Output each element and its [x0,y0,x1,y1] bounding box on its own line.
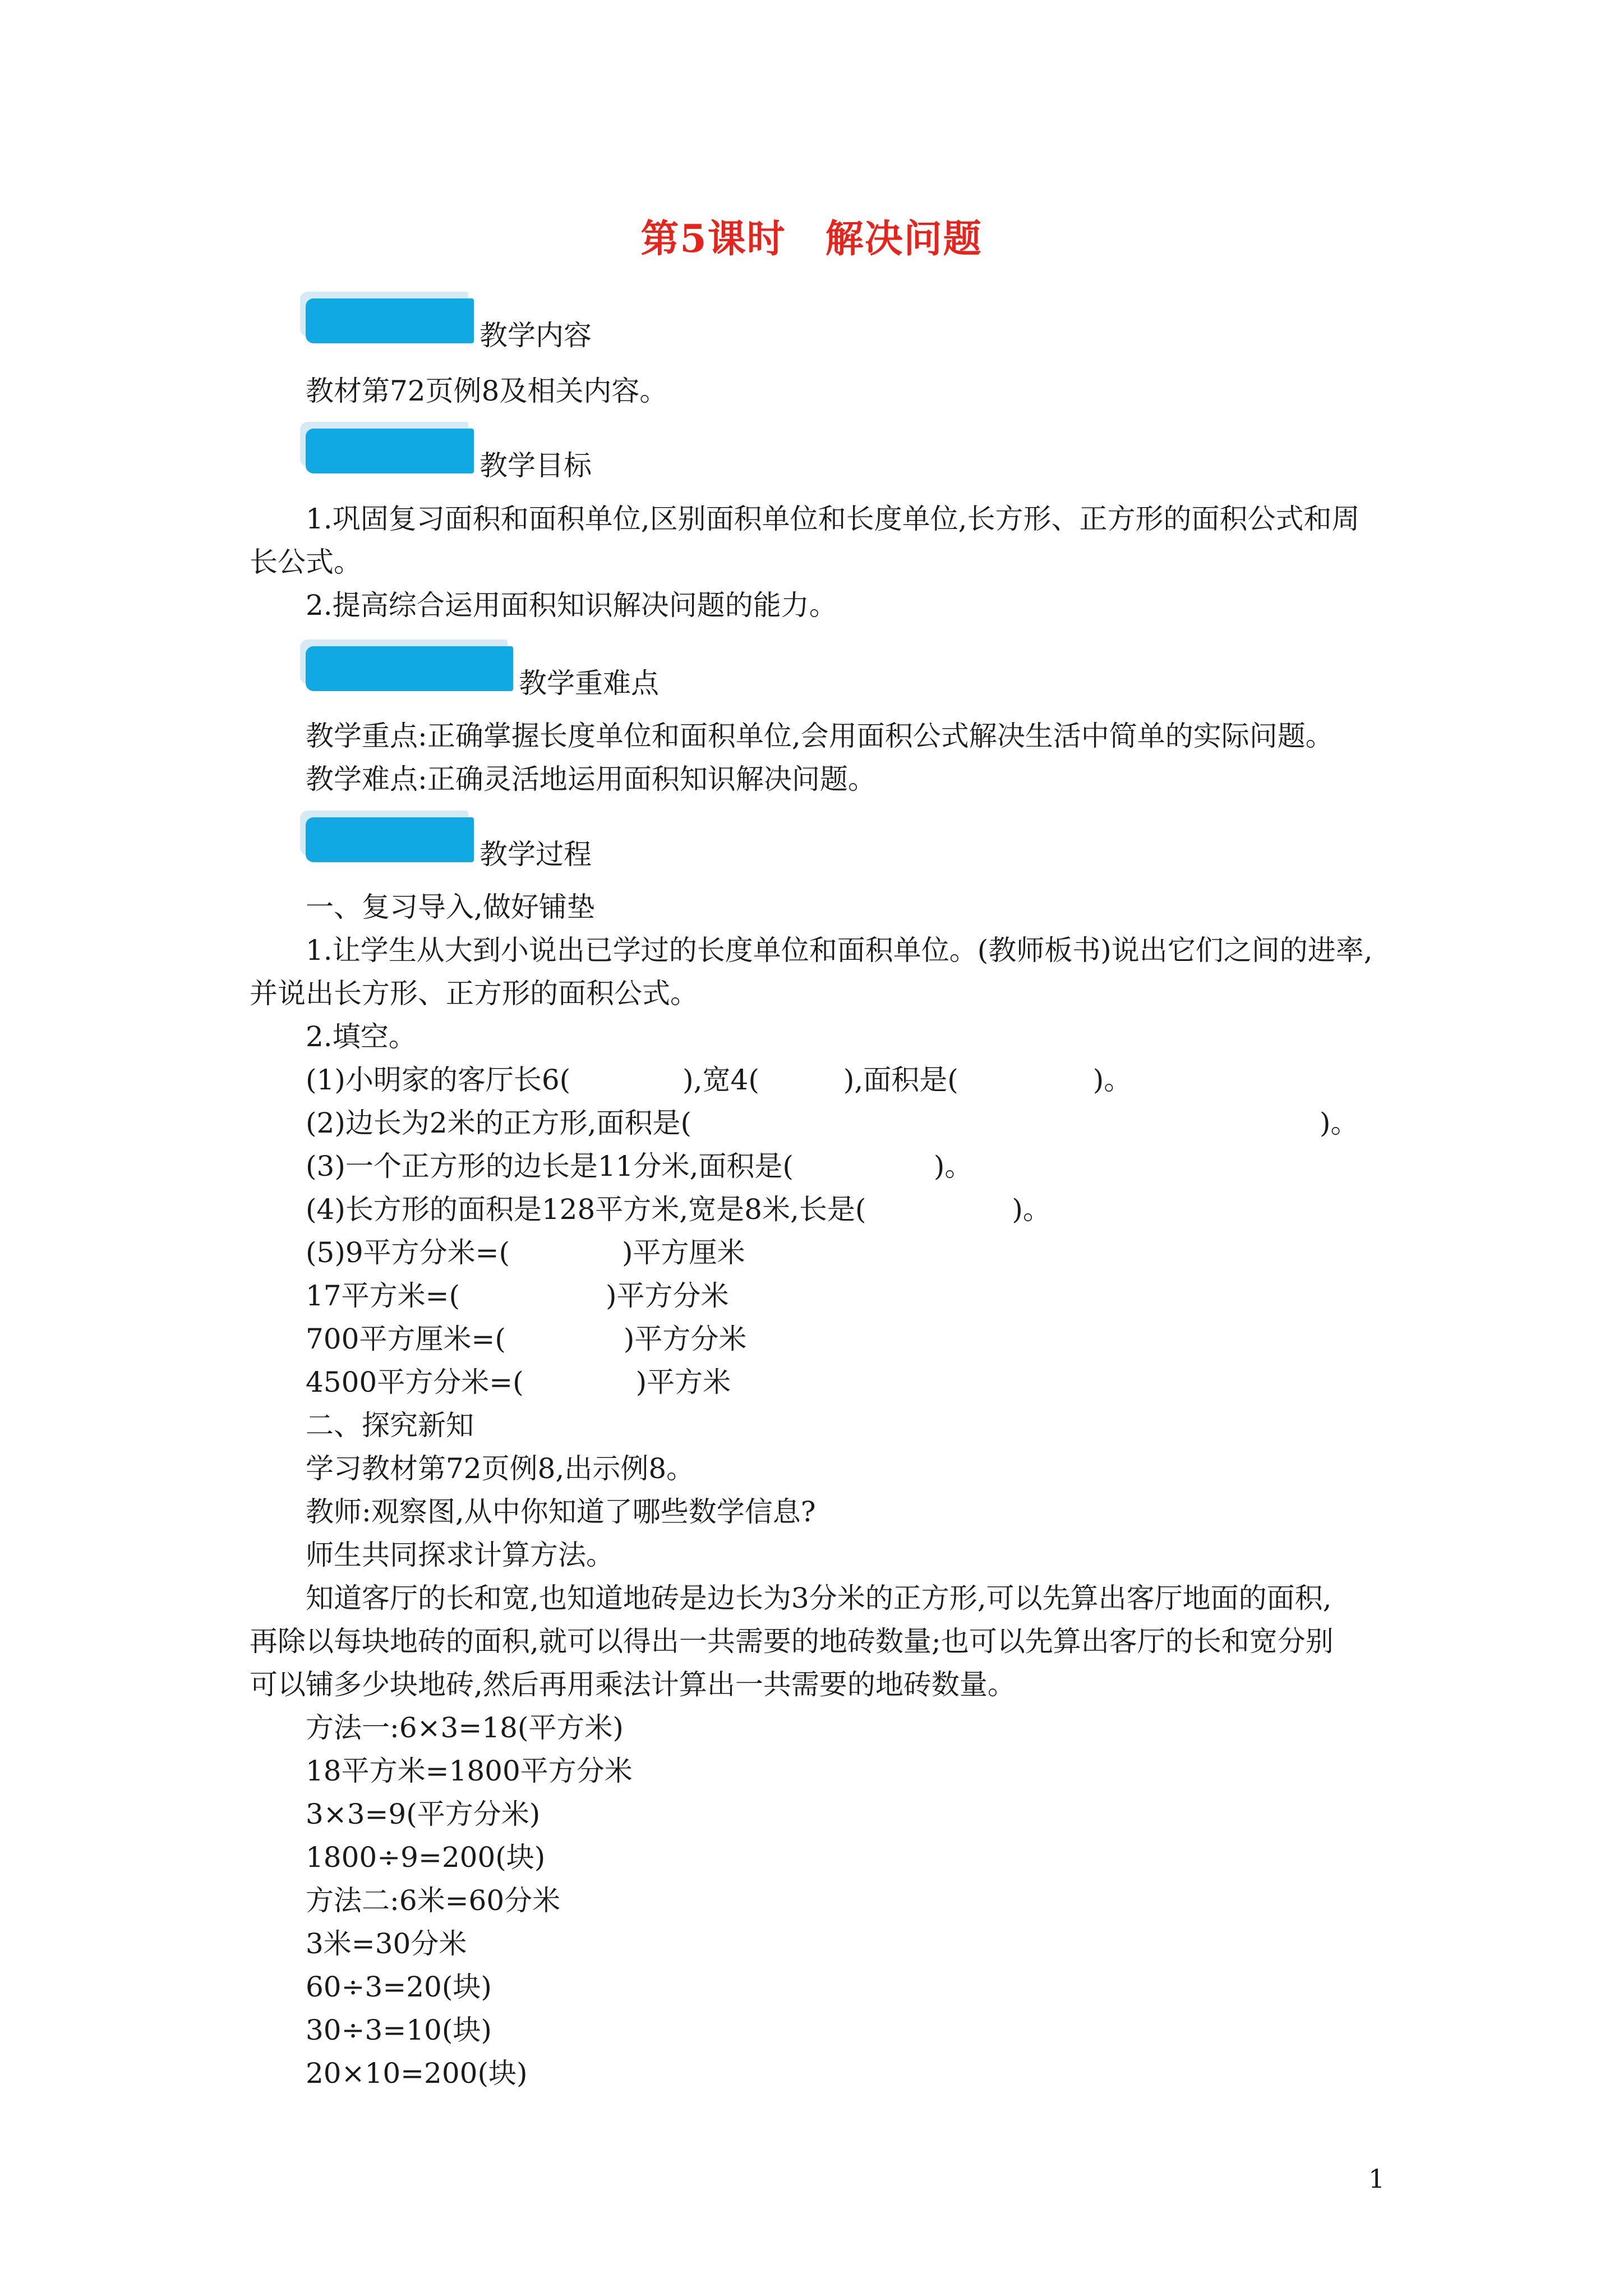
fill-blank-1 [306,1066,1132,1094]
blank-text: )。 [1092,1064,1132,1096]
page-number: 1 [1368,2164,1385,2194]
page-title [0,209,1623,263]
part1-heading: 一、复习导入,做好铺垫 [306,891,595,923]
method-line: 60÷3=20(块) [306,1971,492,2003]
blank-text: (4)长方形的面积是128平方米,宽是8米,长是( [306,1193,866,1226]
blank-text: (5)9平方分米=( [306,1236,510,1269]
blank-text: )。 [1320,1107,1359,1139]
blank-text: (1)小明家的客厅长6( [306,1064,571,1096]
blank-text: )。 [1012,1193,1051,1226]
blank-text: 17平方米=( [306,1280,460,1312]
method-line: 3米=30分米 [306,1927,467,1960]
key-focus-line: 教学重点:正确掌握长度单位和面积单位,会用面积公式解决生活中简单的实际问题。 [306,720,1334,752]
section-bar [306,298,474,343]
fill-blank-8 [306,1368,731,1396]
blank-text: (2)边长为2米的正方形,面积是( [306,1107,692,1139]
method-line: 18平方米=1800平方分米 [306,1755,633,1787]
section-bar [306,817,474,862]
fill-blank-5 [306,1236,745,1269]
part2-line-1: 学习教材第72页例8,出示例8。 [306,1452,695,1485]
lesson-topic: 解决问题 [825,217,983,261]
section-label: 教学重难点 [519,667,659,700]
goal-1-line-a: 1.巩固复习面积和面积单位,区别面积单位和长度单位,长方形、正方形的面积公式和周 [306,503,1360,535]
part2-paragraph-line-1: 知道客厅的长和宽,也知道地砖是边长为3分米的正方形,可以先算出客厅地面的面积, [306,1582,1332,1614]
method-line: 30÷3=10(块) [306,2014,492,2046]
section-bar [306,646,513,691]
method-line: 20×10=200(块) [306,2057,528,2090]
blank-text: )平方厘米 [622,1236,745,1269]
blank-text: 700平方厘米=( [306,1323,506,1355]
blank-text: (3)一个正方形的边长是11分米,面积是( [306,1150,794,1182]
part2-paragraph-line-3: 可以铺多少块地砖,然后再用乘法计算出一共需要的地砖数量。 [250,1668,1016,1701]
blank-text: ),面积是( [843,1064,958,1096]
method-line: 方法一:6×3=18(平方米) [306,1711,624,1744]
section-label: 教学目标 [479,449,592,482]
blank-text: )平方分米 [623,1323,747,1355]
section-label: 教学过程 [479,838,592,871]
fill-blank-6 [306,1282,729,1310]
key-difficulty-line: 教学难点:正确灵活地运用面积知识解决问题。 [306,763,876,795]
fill-blank-4 [306,1193,1051,1226]
fill-blank-3 [306,1152,972,1180]
part2-line-2: 教师:观察图,从中你知道了哪些数学信息? [306,1496,816,1528]
part2-line-3: 师生共同探求计算方法。 [306,1539,614,1571]
blank-text: )平方米 [635,1366,731,1398]
blank-text: )。 [933,1150,973,1182]
method-line: 3×3=9(平方分米) [306,1798,541,1830]
method-line: 1800÷9=200(块) [306,1841,546,1874]
blank-text: )平方分米 [606,1280,729,1312]
lesson-number: 第5课时 [640,217,786,261]
content-line: 教材第72页例8及相关内容。 [306,375,668,407]
blank-text: 4500平方分米=( [306,1366,524,1398]
part1-item1-line-b: 并说出长方形、正方形的面积公式。 [250,977,698,1010]
fill-blank-7 [306,1325,746,1353]
fill-blank-2 [306,1109,1359,1137]
part2-paragraph-line-2: 再除以每块地砖的面积,就可以得出一共需要的地砖数量;也可以先算出客厅的长和宽分别 [250,1625,1334,1658]
part1-item2: 2.填空。 [306,1020,417,1053]
section-label: 教学内容 [479,319,592,352]
part2-heading: 二、探究新知 [306,1409,474,1442]
blank-text: ),宽4( [683,1064,759,1096]
goal-2-line: 2.提高综合运用面积知识解决问题的能力。 [306,589,837,622]
part1-item1-line-a: 1.让学生从大到小说出已学过的长度单位和面积单位。(教师板书)说出它们之间的进率, [306,934,1373,967]
method-line: 方法二:6米=60分米 [306,1884,561,1917]
section-bar [306,429,474,473]
goal-1-line-b: 长公式。 [250,546,362,578]
